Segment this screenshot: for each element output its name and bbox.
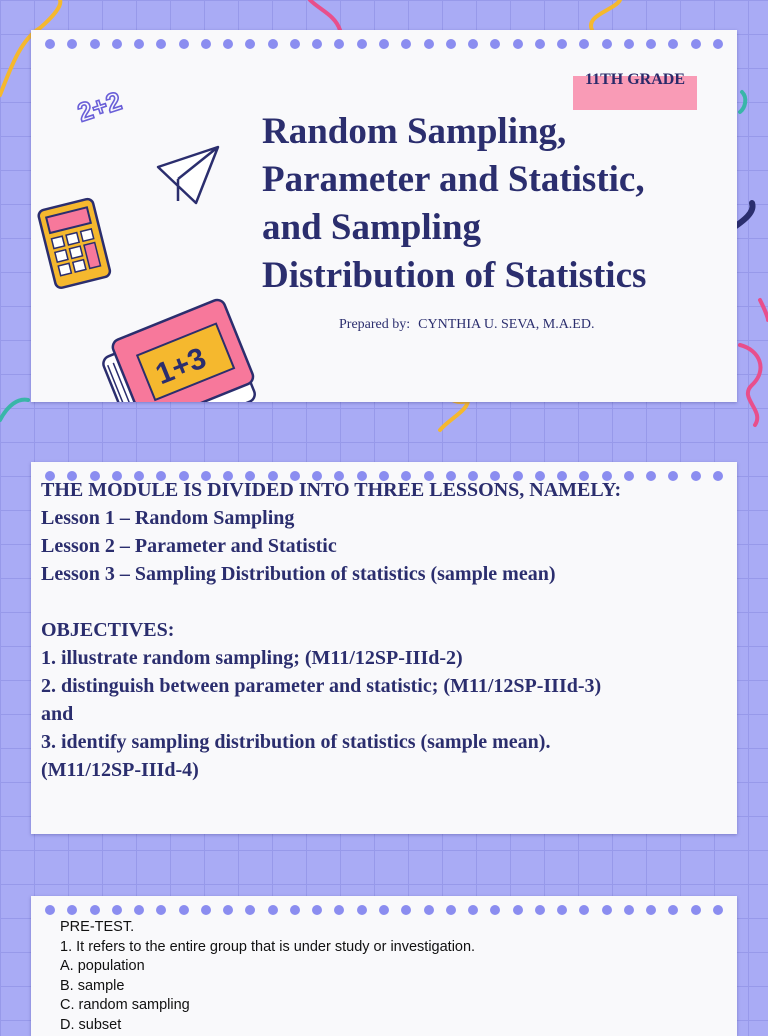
choice-option: A. population	[60, 958, 145, 974]
math-doodle-text: 2+2	[73, 85, 126, 128]
author-credit	[339, 317, 594, 333]
choice-option: C. random sampling	[60, 997, 190, 1013]
objective-item: (M11/12SP-IIId-4)	[41, 759, 199, 781]
calculator-icon	[36, 195, 116, 290]
page-title	[262, 108, 732, 300]
module-intro: THE MODULE IS DIVIDED INTO THREE LESSONS, NAMELY:	[41, 479, 622, 501]
grade-badge	[573, 71, 697, 110]
math-doodle-icon	[71, 75, 141, 128]
objective-item: 1. illustrate random sampling; (M11/12SP-IIId-2)	[41, 647, 463, 669]
title-slide	[31, 30, 737, 402]
book-icon	[86, 305, 246, 402]
author-name: CYNTHIA U. SEVA, M.A.ED.	[418, 317, 595, 332]
question-text: 1. It refers to the entire group that is under study or investigation.	[60, 938, 476, 955]
paper-plane-icon	[156, 145, 226, 207]
objective-item: 2. distinguish between parameter and statistic; (M11/12SP-IIId-3)	[41, 675, 602, 697]
binder-rings	[31, 905, 737, 917]
objective-item: and	[41, 703, 74, 725]
title-line: Random Sampling,	[262, 111, 567, 152]
choice-option: D. subset	[60, 1016, 122, 1033]
pretest-content	[60, 918, 720, 1035]
lessons-slide	[31, 462, 737, 834]
choice-option: B. sample	[60, 977, 125, 994]
objectives-heading: OBJECTIVES:	[41, 619, 175, 641]
lesson-item	[41, 504, 731, 532]
lesson-item: Lesson 3 – Sampling Distribution of statistics (sample mean)	[41, 563, 556, 585]
objective-item: 3. identify sampling distribution of statistics (sample mean).	[41, 731, 551, 753]
title-line: Parameter and Statistic,	[262, 159, 645, 200]
book-cover-text: 1+3	[151, 341, 211, 392]
lessons-content	[41, 476, 731, 784]
pretest-heading: PRE-TEST.	[60, 919, 135, 935]
lesson-label: Lesson 2 – Parameter and Statistic	[41, 535, 337, 557]
title-line: Distribution of Statistics	[262, 255, 647, 296]
lesson-label: Lesson 1 – Random Sampling	[41, 507, 295, 529]
grade-badge-label: 11TH GRADE	[584, 71, 685, 88]
title-line: and Sampling	[262, 207, 482, 248]
pretest-slide	[31, 896, 737, 1036]
prepared-by-label: Prepared by:	[339, 317, 411, 332]
binder-rings	[31, 39, 737, 51]
lesson-item	[41, 532, 731, 560]
